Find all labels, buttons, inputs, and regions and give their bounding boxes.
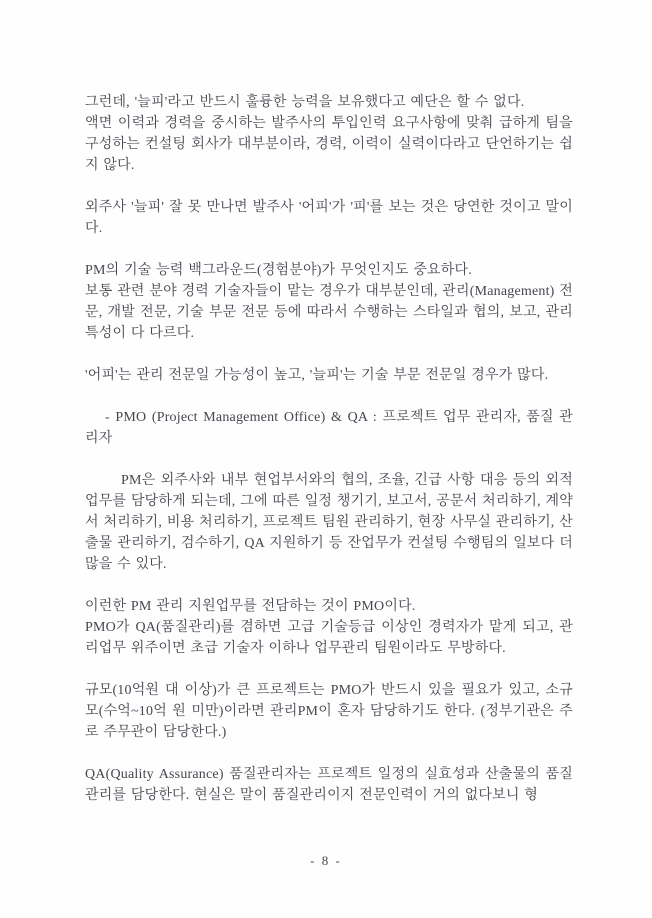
page-number: - 8 - [310, 853, 342, 868]
paragraph-line: 규모(10억원 대 이상)가 큰 프로젝트는 PMO가 반드시 있을 필요가 있고, 소규모(수억~10억 원 미만)이라면 관리PM이 혼자 담당하기도 한다. (정부기관은 주로 주무관이 담당한다.) [85, 683, 573, 740]
paragraph-line: 액면 이력과 경력을 중시하는 발주사의 투입인력 요구사항에 맞춰 급하게 팀을 구성하는 컨설팅 회사가 대부분이라, 경력, 이력이 실력이다라고 단언하기는 쉽지 않다. [85, 116, 573, 173]
paragraph-line: PMO가 QA(품질관리)를 겸하면 고급 기술등급 이상인 경력자가 맡게 되고, 관리업무 위주이면 초급 기술자 이하나 업무관리 팀원이라도 무방하다. [85, 620, 573, 656]
paragraph-line: PM은 외주사와 내부 현업부서와의 협의, 조율, 긴급 사항 대응 등의 외적 업무를 담당하게 되는데, 그에 따른 일정 챙기기, 보고서, 공문서 처리하기, 계약서 처리하기, 비용 처리하기, 프로젝트 팀원 관리하기, 현장 사무실 관리하기, 산출물 관리하기, 검수하기, QA 지원하기 등 잔업무가 컨설팅 수행팀의 일보다 더 많을 수 있다. [85, 473, 573, 572]
paragraph-line: 그런데, '늘피'라고 반드시 훌륭한 능력을 보유했다고 예단은 할 수 없다. [85, 95, 525, 110]
paragraph-line: 보통 관련 분야 경력 기술자들이 맡는 경우가 대부분인데, 관리(Management) 전문, 개발 전문, 기술 부문 전문 등에 따라서 수행하는 스타일과 협의, 보고, 관리 특성이 다 다르다. [85, 284, 573, 341]
paragraph-line: '어피'는 관리 전문일 가능성이 높고, '늘피'는 기술 부문 전문일 경우가 많다. [85, 368, 549, 383]
paragraph-line: 이런한 PM 관리 지원업무를 전담하는 것이 PMO이다. [85, 599, 416, 614]
list-item-pmo-qa: - PMO (Project Management Office) & QA : 프로젝트 업무 관리자, 품질 관리자 [85, 410, 573, 446]
paragraph-line: QA(Quality Assurance) 품질관리자는 프로젝트 일정의 실효성과 산출물의 품질 관리를 담당한다. 현실은 말이 품질관리이지 전문인력이 거의 없다보니 형 [85, 767, 573, 803]
page-body-text [85, 92, 573, 806]
paragraph-line: PM의 기술 능력 백그라운드(경험분야)가 무엇인지도 중요하다. [85, 263, 472, 278]
paragraph-line: 외주사 '늘피' 잘 못 만나면 발주사 '어피'가 '피'를 보는 것은 당연한 것이고 말이다. [85, 200, 573, 236]
